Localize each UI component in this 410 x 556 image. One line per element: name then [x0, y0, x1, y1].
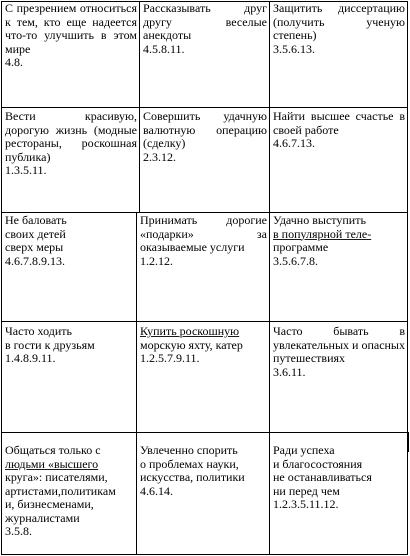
- cell-codes: 1.2.12.: [140, 253, 173, 268]
- cell-text: Найти высшее счастье в своей работе: [273, 109, 405, 137]
- cell-line: Часто ходить: [5, 325, 72, 338]
- table-cell: [2, 109, 139, 212]
- cell-text: Рассказывать друг другу веселые анекдоты: [143, 2, 267, 42]
- table-cell: [270, 444, 407, 554]
- cell-codes: 1.2.3.5.11.12.: [273, 497, 339, 511]
- cell-line: Общаться только с: [5, 444, 101, 457]
- table-cell: [137, 444, 269, 554]
- row-divider: [1, 212, 408, 213]
- cell-text: Совершить удачную валютную операцию (сделку): [143, 109, 267, 150]
- table-cell: [270, 325, 407, 432]
- cell-text: С презрением относиться к тем, кто еще надеется что-то улучшить в этом мире: [5, 2, 137, 56]
- row-divider: [1, 321, 408, 322]
- cell-line: не останавливаться: [273, 470, 372, 484]
- cell-line: Не баловать: [5, 214, 67, 227]
- table-cell: [2, 325, 136, 432]
- table-cell: [2, 2, 139, 107]
- cell-line: людьми «высшего: [5, 456, 99, 471]
- cell-text: Принимать дорогие «подарки» за оказываемые услуги: [140, 214, 267, 254]
- cell-line: Ради успеха: [273, 444, 335, 457]
- table-cell: [270, 2, 407, 107]
- cell-codes: 1.3.5.11.: [5, 163, 47, 177]
- cell-line: своих детей: [5, 226, 66, 241]
- cell-codes: 3.5.6.13.: [273, 41, 315, 56]
- table-border-bottom: [1, 554, 408, 555]
- cell-codes: 4.5.8.11.: [143, 41, 185, 56]
- cell-line: искусства, политики: [140, 470, 245, 484]
- table-cell: [137, 214, 269, 321]
- cell-line: о проблемах науки,: [140, 456, 239, 471]
- cell-codes: 4.6.7.8.9.13.: [5, 253, 65, 268]
- cell-line: Увлеченно спорить: [140, 444, 238, 457]
- cell-line: программе: [273, 240, 329, 254]
- cell-text: Защитить диссертацию (получить ученую степень): [273, 2, 405, 42]
- cell-line: и благосостояния: [273, 456, 363, 471]
- table-cell: [2, 444, 136, 554]
- cell-codes: 3.5.6.7.8.: [273, 253, 318, 268]
- cell-codes: 3.6.11.: [273, 364, 306, 379]
- table-cell: [270, 214, 407, 321]
- cell-line: сверх меры: [5, 240, 64, 254]
- cell-line: Удачно выступить: [273, 214, 366, 227]
- cell-codes: 4.6.14.: [140, 483, 173, 498]
- cell-codes: 1.4.8.9.11.: [5, 351, 56, 365]
- row-divider: [1, 107, 408, 108]
- cell-line: круга»: писателями,: [5, 470, 108, 484]
- table-border-right: [407, 1, 408, 555]
- cell-text: Вести красивую, дорогую жизнь (модные рестораны, роскошная публика): [5, 109, 137, 164]
- row-divider: [1, 432, 408, 433]
- cell-line: морскую яхту, катер: [140, 337, 243, 352]
- cell-line: в гости к друзьям: [5, 337, 95, 352]
- cell-line: Купить роскошную: [140, 325, 240, 338]
- cell-line: артистами,политикам: [5, 483, 116, 498]
- cell-codes: 1.2.5.7.9.11.: [140, 351, 200, 365]
- table-border-right-accent: [408, 432, 409, 452]
- table-cell: [140, 109, 269, 212]
- cell-codes: 3.5.8.: [5, 524, 32, 538]
- cell-codes: 2.3.12.: [143, 149, 176, 164]
- table-cell: [140, 2, 269, 107]
- cell-line: ни перед чем: [273, 483, 340, 498]
- cell-text: Часто бывать в увлекательных и опасных путешествиях: [273, 325, 405, 365]
- table-cell: [2, 214, 136, 321]
- cell-codes: 4.8.: [5, 55, 23, 69]
- table-cell: [137, 325, 269, 432]
- cell-line: и, бизнесменами,: [5, 497, 94, 511]
- table-cell: [270, 109, 407, 212]
- cell-line: в популярной теле-: [273, 226, 372, 241]
- cell-line: журналистами: [5, 510, 80, 525]
- cell-codes: 4.6.7.13.: [273, 136, 315, 150]
